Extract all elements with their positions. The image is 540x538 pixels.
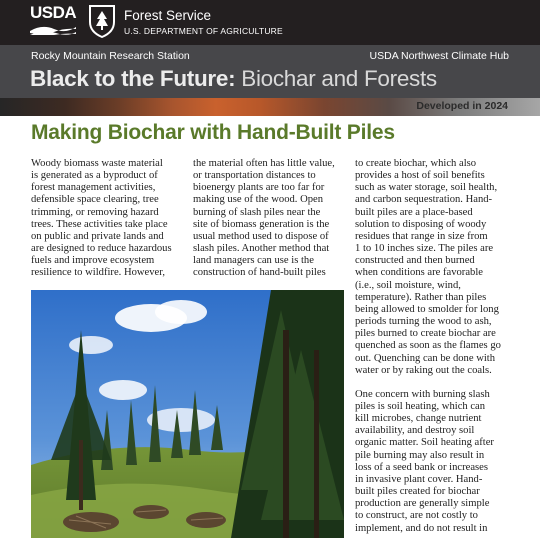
body-line: loss of a seed bank or increases bbox=[355, 461, 488, 473]
body-line: implement, and do not result in bbox=[355, 522, 488, 534]
publication-title bbox=[30, 66, 437, 92]
body-line: piles is soil heating, which can bbox=[355, 400, 486, 412]
body-line: piles burned to create biochar are bbox=[355, 328, 496, 340]
body-line: are designed to reduce hazardous bbox=[31, 243, 172, 255]
usda-hills-icon bbox=[30, 24, 76, 36]
body-line: on public and private lands and bbox=[31, 230, 164, 242]
body-line: built piles created for biochar bbox=[355, 486, 480, 498]
body-line: being allowed to smolder for long bbox=[355, 303, 499, 315]
body-line: to construct, are not costly to bbox=[355, 510, 478, 522]
body-line: (i.e., soil moisture, wind, bbox=[355, 279, 461, 291]
body-line: making use of the wood. Open bbox=[193, 194, 324, 206]
body-line: slash piles. Another method that bbox=[193, 243, 330, 255]
body-line: to create biochar, which also bbox=[355, 158, 477, 169]
text-column-2 bbox=[193, 158, 339, 280]
body-line: provides a host of soil benefits bbox=[355, 170, 485, 182]
body-line: or transportation distances to bbox=[193, 170, 316, 182]
body-line: built piles are a place-based bbox=[355, 206, 473, 218]
article-headline: Making Biochar with Hand-Built Piles bbox=[31, 121, 395, 144]
department-name: U.S. DEPARTMENT OF AGRICULTURE bbox=[124, 26, 283, 36]
climate-hub-name: USDA Northwest Climate Hub bbox=[369, 50, 509, 62]
body-line: water or by raking out the coals. bbox=[355, 364, 492, 376]
body-line: is generated as a byproduct of bbox=[31, 170, 158, 182]
body-line: land managers can use is the bbox=[193, 255, 314, 267]
station-name: Rocky Mountain Research Station bbox=[31, 50, 190, 62]
body-line: organic matter. Soil heating after bbox=[355, 437, 494, 449]
forest-photo bbox=[31, 290, 344, 538]
body-line: usual method used to dispose of bbox=[193, 230, 329, 242]
developed-date: Developed in 2024 bbox=[416, 100, 508, 112]
body-line: forest management activities, bbox=[31, 182, 156, 194]
top-header-bar bbox=[0, 0, 540, 45]
body-line: trees. These activities take place bbox=[31, 218, 168, 230]
body-line: the material often has little value, bbox=[193, 158, 335, 169]
body-line: burning of slash piles near the bbox=[193, 206, 321, 218]
usda-logo-text: USDA bbox=[30, 3, 77, 22]
body-line: such as water storage, soil health, bbox=[355, 182, 498, 194]
body-line: construction of hand-built piles bbox=[193, 267, 326, 279]
body-line: periods turning the wood to ash, bbox=[355, 316, 492, 328]
body-line: bioenergy plants are too far for bbox=[193, 182, 325, 194]
body-line: pile burning may also result in bbox=[355, 449, 485, 461]
body-line: One concern with burning slash bbox=[355, 388, 490, 400]
text-column-3 bbox=[355, 158, 515, 535]
body-line: 1 to 10 inches size. The piles are bbox=[355, 243, 494, 255]
body-line: kill microbes, change nutrient bbox=[355, 413, 482, 425]
paragraph-gap bbox=[355, 377, 515, 389]
body-line: availability, and destroy soil bbox=[355, 425, 475, 437]
publication-title-rest: Biochar and Forests bbox=[235, 66, 437, 91]
body-line: quenched as soon as the flames go bbox=[355, 340, 501, 352]
body-line: production are generally simple bbox=[355, 498, 490, 510]
body-line: site of biomass generation is the bbox=[193, 218, 330, 230]
body-line: resilience to wildfire. However, bbox=[31, 267, 166, 279]
usda-logo bbox=[30, 3, 78, 37]
forest-service-shield-icon bbox=[88, 4, 116, 38]
body-line: temperature). Rather than piles bbox=[355, 291, 487, 303]
body-line: when conditions are favorable bbox=[355, 267, 483, 279]
body-line: in invasive plant cover. Hand- bbox=[355, 473, 483, 485]
text-column-1 bbox=[31, 158, 181, 280]
body-line: Woody biomass waste material bbox=[31, 158, 163, 169]
body-line: trimming, or removing hazard bbox=[31, 206, 159, 218]
body-line: solution to disposing of woody bbox=[355, 218, 487, 230]
body-line: out. Quenching can be done with bbox=[355, 352, 496, 364]
agency-name: Forest Service bbox=[124, 8, 212, 23]
body-line: defensible space clearing, tree bbox=[31, 194, 159, 206]
body-line: fuels and improve ecosystem bbox=[31, 255, 155, 267]
publication-title-bold: Black to the Future: bbox=[30, 66, 236, 91]
body-line: residues that range in size from bbox=[355, 230, 488, 242]
body-line: constructed and then burned bbox=[355, 255, 475, 267]
body-line: and carbon sequestration. Hand- bbox=[355, 194, 493, 206]
